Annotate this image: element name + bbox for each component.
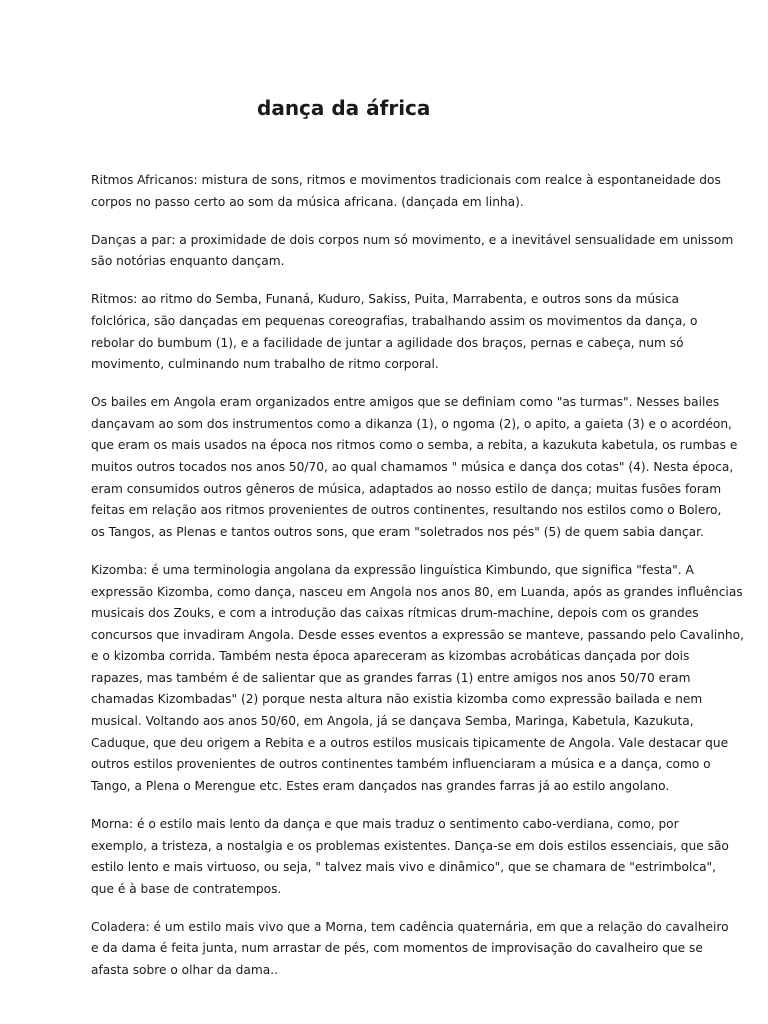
text-line: concursos que invadiram Angola. Desde esses eventos a expressão se manteve, passando pelo Cavalinho, <box>91 627 744 642</box>
paragraph-kizomba <box>91 560 744 798</box>
text-line: dançavam ao som dos instrumentos como a dikanza (1), o ngoma (2), o apito, a gaieta (3) e o acordéon, <box>91 416 732 431</box>
text-line: Ritmos: ao ritmo do Semba, Funaná, Kuduro, Sakiss, Puita, Marrabenta, e outros sons da música <box>91 292 679 307</box>
text-line: musical. Voltando aos anos 50/60, em Angola, já se dançava Semba, Maringa, Kabetula, Kazukuta, <box>91 714 694 729</box>
text-line: Tango, a Plena o Merengue etc. Estes eram dançados nas grandes farras já ao estilo angolano. <box>91 778 670 793</box>
text-line: corpos no passo certo ao som da música africana. (dançada em linha). <box>91 194 524 209</box>
paragraph-dancas-a-par <box>91 230 734 273</box>
text-line: feitas em relação aos ritmos provenientes de outros continentes, resultando nos estilos como o Bolero, <box>91 503 722 518</box>
paragraph-morna <box>91 814 729 900</box>
text-line: que eram os mais usados na época nos ritmos como o semba, a rebita, a kazukuta kabetula, os rumbas e <box>91 438 738 453</box>
text-line: Danças a par: a proximidade de dois corpos num só movimento, e a inevitável sensualidade em unissom <box>91 232 734 247</box>
text-line: os Tangos, as Plenas e tantos outros sons, que eram "soletrados nos pés" (5) de quem sabia dançar. <box>91 524 704 539</box>
document-body <box>91 170 744 998</box>
text-line: Ritmos Africanos: mistura de sons, ritmos e movimentos tradicionais com realce à espontaneidade dos <box>91 173 721 187</box>
text-line: outros estilos provenientes de outros continentes também influenciaram a música e a dança, como o <box>91 757 711 772</box>
text-line: rebolar do bumbum (1), e a facilidade de juntar a agilidade dos braços, pernas e cabeça, num só <box>91 335 684 350</box>
text-line: Morna: é o estilo mais lento da dança e que mais traduz o sentimento cabo-verdiana, como, por <box>91 816 679 831</box>
text-line: exemplo, a tristeza, a nostalgia e os problemas existentes. Dança-se em dois estilos essenciais, que são <box>91 838 729 853</box>
text-line: musicais dos Zouks, e com a introdução das caixas rítmicas drum-machine, depois com os grandes <box>91 606 699 621</box>
text-line: eram consumidos outros gêneros de música, adaptados ao nosso estilo de dança; muitas fusões foram <box>91 481 722 496</box>
page-title: dança da áfrica <box>257 96 431 120</box>
text-line: são notórias enquanto dançam. <box>91 254 285 269</box>
paragraph-bailes-em-angola <box>91 392 738 543</box>
text-line: Os bailes em Angola eram organizados entre amigos que se definiam como "as turmas". Nesses bailes <box>91 395 720 410</box>
paragraph-coladera <box>91 917 729 982</box>
text-line: Coladera: é um estilo mais vivo que a Morna, tem cadência quaternária, em que a relação do cavalheiro <box>91 919 729 934</box>
text-line: e da dama é feita junta, num arrastar de pés, com momentos de improvisação do cavalheiro que se <box>91 941 703 956</box>
text-line: estilo lento e mais virtuoso, ou seja, " talvez mais vivo e dinâmico", que se chamara de "estrimbolca", <box>91 860 717 875</box>
text-line: Caduque, que deu origem a Rebita e a outros estilos musicais tipicamente de Angola. Vale destacar que <box>91 735 729 750</box>
text-line: expressão Kizomba, como dança, nasceu em Angola nos anos 80, em Luanda, após as grandes influências <box>91 584 743 599</box>
text-line: afasta sobre o olhar da dama.. <box>91 963 278 977</box>
text-line: e o kizomba corrida. Também nesta época apareceram as kizombas acrobáticas dançada por dois <box>91 649 690 664</box>
text-line: rapazes, mas também é de salientar que as grandes farras (1) entre amigos nos anos 50/70 eram <box>91 670 691 685</box>
text-line: movimento, culminando num trabalho de ritmo corporal. <box>91 357 439 372</box>
text-line: Kizomba: é uma terminologia angolana da expressão linguística Kimbundo, que significa "festa". A <box>91 562 694 577</box>
paragraph-ritmos-africanos <box>91 170 721 213</box>
text-line: chamadas Kizombadas" (2) porque nesta altura não existia kizomba como expressão bailada e nem <box>91 692 703 707</box>
text-line: muitos outros tocados nos anos 50/70, ao qual chamamos " música e dança dos cotas" (4). Nesta época, <box>91 460 734 475</box>
text-line: folclórica, são dançadas em pequenas coreografias, trabalhando assim os movimentos da dança, o <box>91 313 698 328</box>
text-line: que é à base de contratempos. <box>91 881 282 896</box>
paragraph-ritmos <box>91 289 698 375</box>
